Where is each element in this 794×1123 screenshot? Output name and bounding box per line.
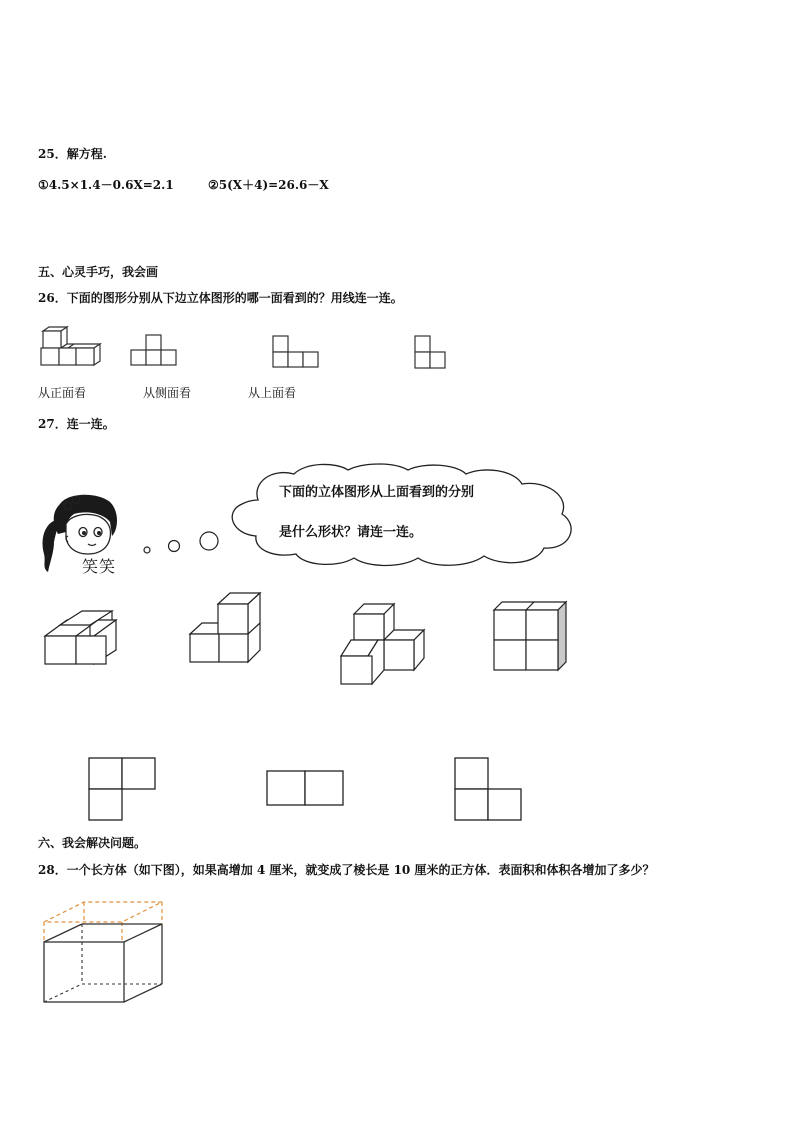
top-view-3: [453, 756, 527, 822]
section-6-title: 六、我会解决问题。: [38, 836, 147, 850]
q26-view-c: [414, 334, 450, 372]
q27-title: 27．连一连。: [38, 417, 115, 431]
thought-cloud: [218, 462, 580, 572]
top-view-1: [87, 756, 159, 822]
top-view-2: [265, 769, 347, 807]
q26-title: 26．下面的图形分别从下边立体图形的哪一面看到的？用线连一连。: [38, 291, 403, 305]
cloud-text-line-1: 下面的立体图形从上面看到的分别: [279, 485, 475, 500]
solid-figure-3: [338, 600, 430, 688]
character-name: 笑笑: [82, 557, 117, 576]
q25-title: 25．解方程.: [38, 147, 107, 161]
q26-solid-figure: [38, 326, 102, 370]
cloud-text-line-2: 是什么形状？请连一连。: [279, 525, 423, 540]
cuboid-figure: [40, 898, 168, 1008]
q26-label-top: 从上面看: [248, 386, 297, 400]
thought-bubbles: [140, 530, 220, 560]
section-5-title: 五、心灵手巧，我会画: [38, 265, 159, 279]
solid-figure-4: [492, 600, 570, 672]
solid-figure-2: [188, 590, 264, 666]
q26-label-front: 从正面看: [38, 386, 87, 400]
q25-equation-1: ①4.5×1.4－0.6X=2.1: [38, 178, 174, 192]
q26-view-b: [272, 334, 322, 370]
q25-equation-2: ②5(X＋4)=26.6－X: [208, 178, 329, 192]
q26-label-side: 从侧面看: [143, 386, 192, 400]
q28-title: 28．一个长方体（如下图），如果高增加 4 厘米，就变成了棱长是 10 厘米的正方体．表面积和体积各增加了多少？: [38, 863, 655, 877]
q26-view-a: [130, 332, 180, 368]
solid-figure-1: [42, 608, 124, 668]
